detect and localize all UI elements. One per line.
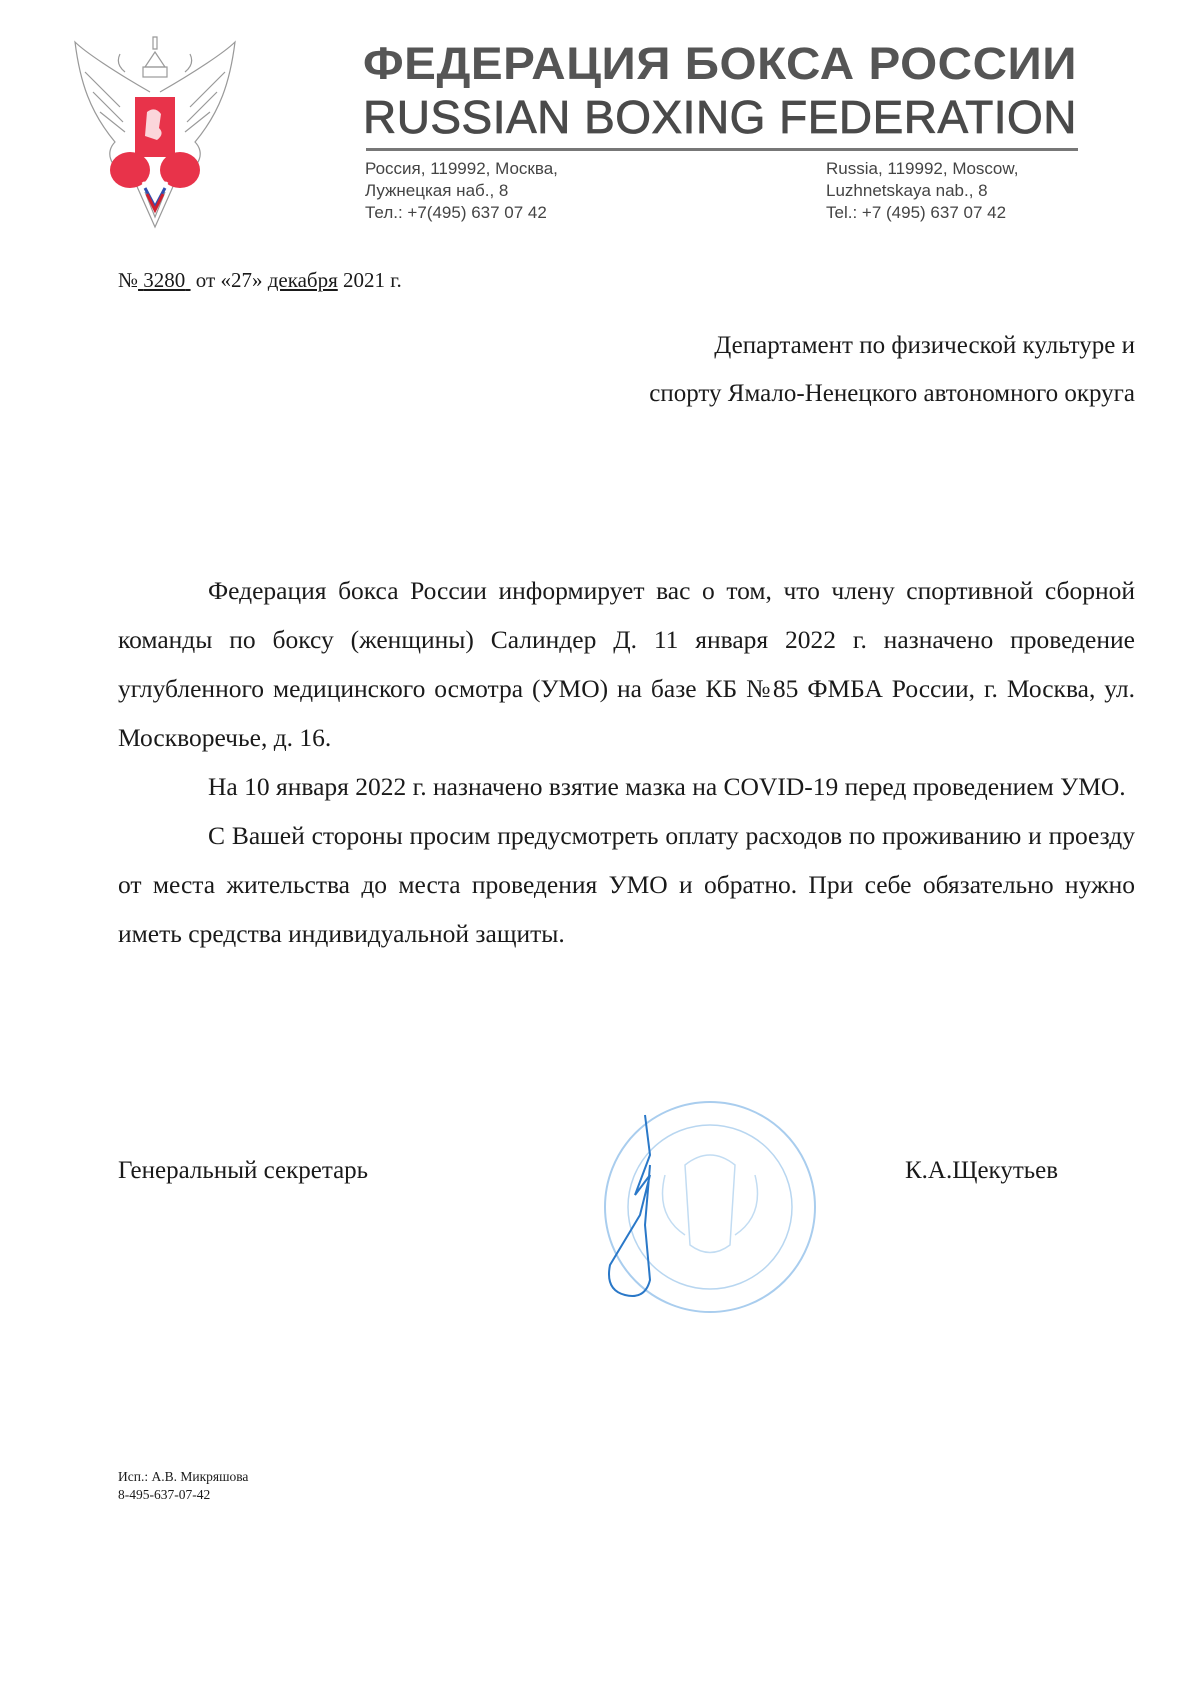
body-paragraph: Федерация бокса России информирует вас о том, что члену спортивной сборной команды по боксу (женщины) Салиндер Д. 11 января 2022 г. назначено проведение углубленного медицинского осмотра (УМО) на базе КБ №85 ФМБА России, г. Москва, ул. Москворечье, д. 16. [118, 576, 1135, 752]
letter-body [118, 566, 1135, 958]
address-en [826, 158, 1018, 224]
registration-line [118, 268, 402, 293]
phone-line: Tel.: +7 (495) 637 07 42 [826, 203, 1007, 222]
phone-line: Тел.: +7(495) 637 07 42 [365, 203, 547, 222]
executor-phone: 8-495-637-07-42 [118, 1487, 211, 1502]
registration-day: от «27» [195, 268, 263, 292]
registration-year: 2021 г. [343, 268, 402, 292]
number-sign: № [118, 268, 139, 292]
executor-info [118, 1468, 248, 1504]
registration-month: декабря [267, 268, 338, 292]
executor-name: Исп.: А.В. Микряшова [118, 1469, 249, 1484]
signatory-name: К.А.Щекутьев [905, 1157, 1059, 1184]
address-line: Russia, 119992, Moscow, [826, 159, 1019, 178]
address-line: Luzhnetskaya nab., 8 [826, 181, 988, 200]
registration-number: 3280 [143, 268, 186, 292]
body-paragraph: На 10 января 2022 г. назначено взятие мазка на COVID-19 перед проведением УМО. [208, 772, 1126, 801]
recipient-line: Департамент по физической культуре и [714, 332, 1135, 359]
federation-title-ru: ФЕДЕРАЦИЯ БОКСА РОССИИ [363, 38, 1077, 89]
federation-title-en: RUSSIAN BOXING FEDERATION [363, 91, 1077, 143]
address-line: Россия, 119992, Москва, [365, 159, 558, 178]
recipient-line: спорту Ямало-Ненецкого автономного округа [649, 380, 1135, 407]
body-paragraph: С Вашей стороны просим предусмотреть оплату расходов по проживанию и проезду от места жительства до места проведения УМО и обратно. При себе обязательно нужно иметь средства индивидуальной защиты. [118, 821, 1135, 948]
recipient-block [649, 322, 1135, 418]
signatory-position: Генеральный секретарь [118, 1157, 369, 1184]
federation-emblem-logo [74, 32, 236, 232]
official-stamp-with-signature [590, 1095, 820, 1325]
address-line: Лужнецкая наб., 8 [365, 181, 509, 200]
address-ru [365, 158, 558, 224]
header-divider [366, 148, 1078, 151]
